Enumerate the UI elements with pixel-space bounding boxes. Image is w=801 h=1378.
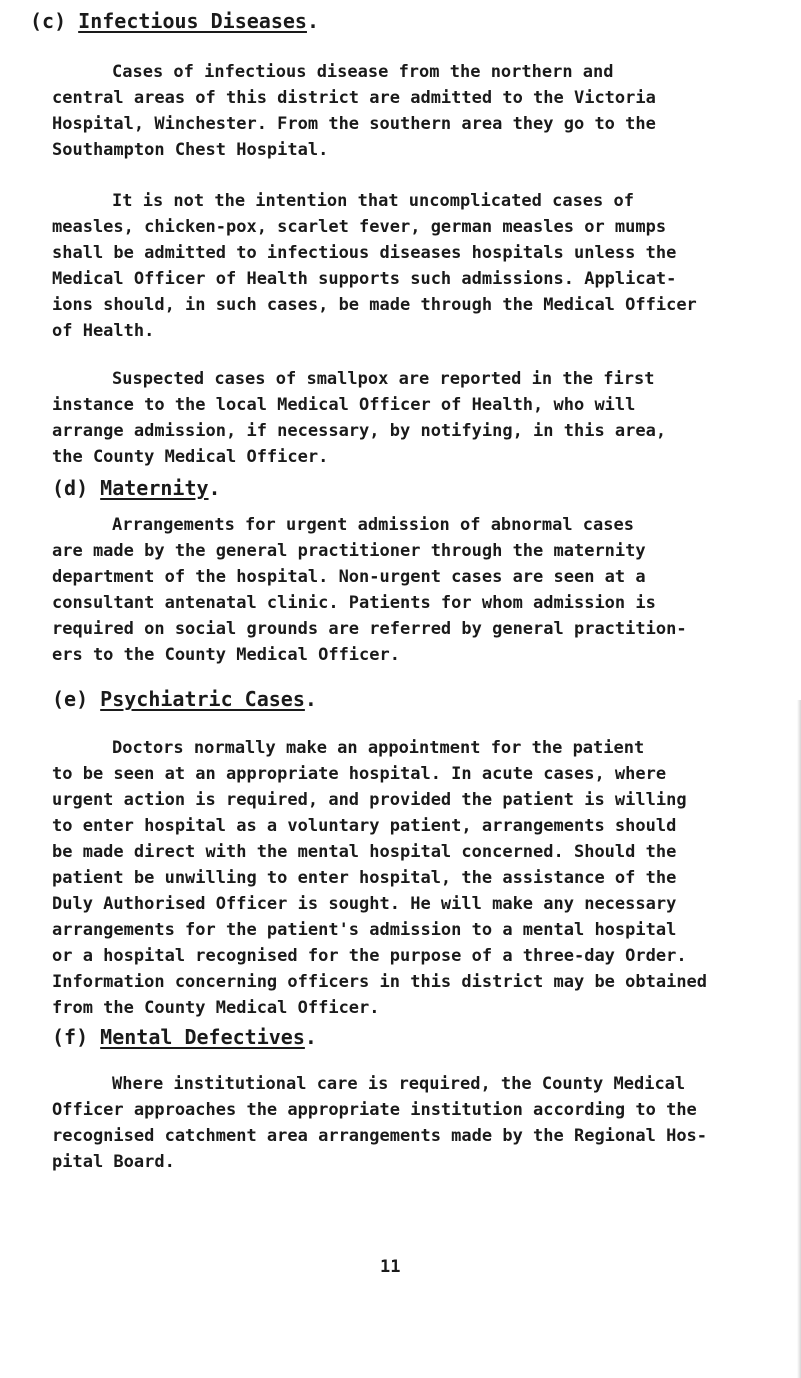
text-line: or a hospital recognised for the purpose of a three-day Order. xyxy=(52,946,687,966)
text-line: arrangements for the patient's admission to a mental hospital xyxy=(52,920,677,940)
text-line: central areas of this district are admitted to the Victoria xyxy=(52,88,656,108)
section-title: Infectious Diseases xyxy=(78,9,307,33)
text-line: Southampton Chest Hospital. xyxy=(52,140,329,160)
text-line: to enter hospital as a voluntary patient, arrangements should xyxy=(52,816,677,836)
text-line: Cases of infectious disease from the northern and xyxy=(112,62,614,82)
text-line: department of the hospital. Non-urgent cases are seen at a xyxy=(52,567,646,587)
text-line: Information concerning officers in this district may be obtained xyxy=(52,972,708,992)
text-line: urgent action is required, and provided the patient is willing xyxy=(52,790,687,810)
text-line: patient be unwilling to enter hospital, the assistance of the xyxy=(52,868,677,888)
section-marker: (e) xyxy=(52,687,89,711)
section-marker: (f) xyxy=(52,1025,89,1049)
text-line: shall be admitted to infectious diseases hospitals unless the xyxy=(52,243,677,263)
paragraph-f-1 xyxy=(52,1071,792,1175)
text-line: ions should, in such cases, be made through the Medical Officer xyxy=(52,295,697,315)
section-heading-c xyxy=(30,9,319,33)
section-title-period: . xyxy=(208,476,221,500)
text-line: arrange admission, if necessary, by notifying, in this area, xyxy=(52,421,667,441)
text-line: ers to the County Medical Officer. xyxy=(52,645,400,665)
section-title: Maternity xyxy=(100,476,209,500)
section-title: Psychiatric Cases xyxy=(100,687,305,711)
section-marker: (d) xyxy=(52,476,89,500)
scan-edge-shadow xyxy=(797,700,801,1378)
text-line: measles, chicken-pox, scarlet fever, german measles or mumps xyxy=(52,217,667,237)
paragraph-e-1 xyxy=(52,735,792,1021)
section-title: Mental Defectives xyxy=(100,1025,305,1049)
section-heading-f xyxy=(52,1025,317,1049)
text-line: to be seen at an appropriate hospital. In acute cases, where xyxy=(52,764,667,784)
text-line: instance to the local Medical Officer of Health, who will xyxy=(52,395,636,415)
text-line: Doctors normally make an appointment for the patient xyxy=(112,738,645,758)
text-line: recognised catchment area arrangements made by the Regional Hos- xyxy=(52,1126,708,1146)
section-marker: (c) xyxy=(30,9,67,33)
paragraph-d-1 xyxy=(52,512,792,668)
text-line: Officer approaches the appropriate institution according to the xyxy=(52,1100,697,1120)
text-line: required on social grounds are referred by general practition- xyxy=(52,619,687,639)
section-title-period: . xyxy=(306,9,319,33)
section-heading-e xyxy=(52,687,317,711)
text-line: Medical Officer of Health supports such admissions. Applicat- xyxy=(52,269,677,289)
text-line: Where institutional care is required, the County Medical xyxy=(112,1074,686,1094)
text-line: pital Board. xyxy=(52,1152,175,1172)
text-line: be made direct with the mental hospital concerned. Should the xyxy=(52,842,677,862)
section-heading-d xyxy=(52,476,221,500)
text-line: consultant antenatal clinic. Patients for whom admission is xyxy=(52,593,656,613)
text-line: Hospital, Winchester. From the southern area they go to the xyxy=(52,114,656,134)
text-line: of Health. xyxy=(52,321,155,341)
text-line: from the County Medical Officer. xyxy=(52,998,380,1018)
section-title-period: . xyxy=(304,687,317,711)
paragraph-c-2 xyxy=(52,188,792,344)
section-title-period: . xyxy=(304,1025,317,1049)
page-number: 11 xyxy=(380,1257,401,1277)
text-line: Duly Authorised Officer is sought. He will make any necessary xyxy=(52,894,677,914)
text-line: Suspected cases of smallpox are reported in the first xyxy=(112,369,655,389)
paragraph-c-3 xyxy=(52,366,792,470)
text-line: are made by the general practitioner through the maternity xyxy=(52,541,646,561)
paragraph-c-1 xyxy=(52,59,792,163)
text-line: the County Medical Officer. xyxy=(52,447,329,467)
text-line: It is not the intention that uncomplicated cases of xyxy=(112,191,634,211)
text-line: Arrangements for urgent admission of abnormal cases xyxy=(112,515,634,535)
